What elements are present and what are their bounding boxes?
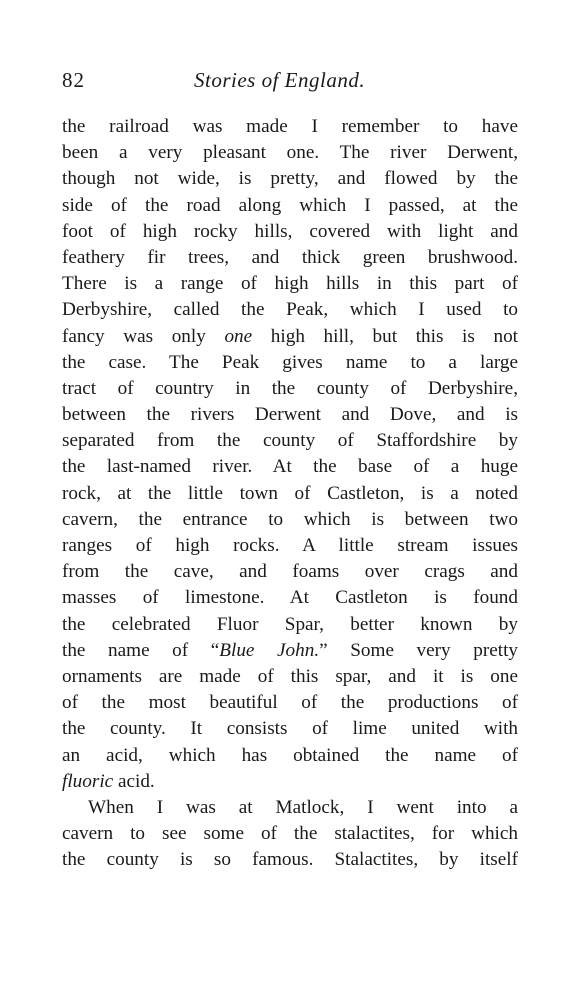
line-text: the county. It consists of lime united with: [62, 718, 518, 740]
line-text: the case. The Peak gives name to a large: [62, 351, 518, 373]
text-line: [62, 585, 518, 611]
text-line: [62, 481, 518, 507]
page-header: [62, 68, 522, 98]
line-text: fancy was only: [62, 325, 225, 347]
text-line: [62, 847, 518, 873]
line-text: ” Some very pretty: [319, 639, 518, 661]
line-text: of the most beautiful of the productions of: [62, 692, 518, 714]
page-number: 82: [62, 68, 85, 92]
text-line: [62, 350, 518, 376]
line-text: ornaments are made of this spar, and it is one: [62, 665, 518, 687]
text-line: [62, 664, 518, 690]
text-line: [62, 507, 518, 533]
text-line: [62, 166, 518, 192]
text-line: [62, 716, 518, 742]
italic-text: one: [224, 325, 253, 347]
line-text: Derbyshire, called the Peak, which I used to: [62, 299, 518, 321]
text-line: [62, 140, 518, 166]
text-line: [62, 219, 518, 245]
line-text: separated from the county of Staffordshire by: [62, 430, 518, 452]
line-text: between the rivers Derwent and Dove, and is: [62, 404, 518, 426]
text-line: [62, 769, 518, 795]
text-line: [62, 533, 518, 559]
line-text: side of the road along which I passed, at the: [62, 194, 518, 216]
line-text: When I was at Matlock, I went into a: [88, 796, 518, 818]
line-text: from the cave, and foams over crags and: [62, 561, 518, 583]
line-text: feathery fir trees, and thick green brushwood.: [62, 246, 518, 268]
text-line: [62, 454, 518, 480]
line-text: the last-named river. At the base of a huge: [62, 456, 518, 478]
line-text: cavern to see some of the stalactites, for which: [62, 823, 518, 845]
text-line: [62, 114, 518, 140]
text-line: [62, 559, 518, 585]
text-line: [62, 743, 518, 769]
line-text: tract of country in the county of Derbyshire,: [62, 377, 518, 399]
body-text: [62, 114, 518, 873]
line-text: masses of limestone. At Castleton is found: [62, 587, 518, 609]
text-line: [62, 690, 518, 716]
line-text: the name of “: [62, 639, 220, 661]
text-line: [62, 612, 518, 638]
text-line: [62, 324, 518, 350]
line-text: There is a range of high hills in this part of: [62, 273, 518, 295]
text-line: [62, 638, 518, 664]
italic-text: Blue John.: [219, 639, 320, 661]
line-text: an acid, which has obtained the name of: [62, 744, 518, 766]
line-text: the county is so famous. Stalactites, by itself: [62, 849, 518, 871]
line-text: the railroad was made I remember to have: [62, 116, 518, 137]
text-line: [62, 795, 518, 821]
text-line: [62, 428, 518, 454]
line-text: rock, at the little town of Castleton, is a noted: [62, 482, 518, 504]
line-text: been a very pleasant one. The river Derwent,: [62, 142, 518, 164]
line-text: ranges of high rocks. A little stream issues: [62, 535, 518, 556]
text-line: [62, 297, 518, 323]
text-line: [62, 402, 518, 428]
line-text: though not wide, is pretty, and flowed by the: [62, 168, 518, 190]
text-line: [62, 193, 518, 219]
line-text: the celebrated Fluor Spar, better known by: [62, 613, 518, 635]
line-text: cavern, the entrance to which is between two: [62, 508, 518, 530]
text-line: [62, 821, 518, 847]
text-line: [62, 271, 518, 297]
text-line: [62, 376, 518, 402]
text-line: [62, 245, 518, 271]
line-text: high hill, but this is not: [252, 325, 518, 347]
italic-text: fluoric: [62, 770, 114, 792]
line-text: foot of high rocky hills, covered with light and: [62, 220, 518, 242]
line-text: acid.: [113, 770, 155, 792]
running-title: Stories of England.: [194, 68, 366, 92]
